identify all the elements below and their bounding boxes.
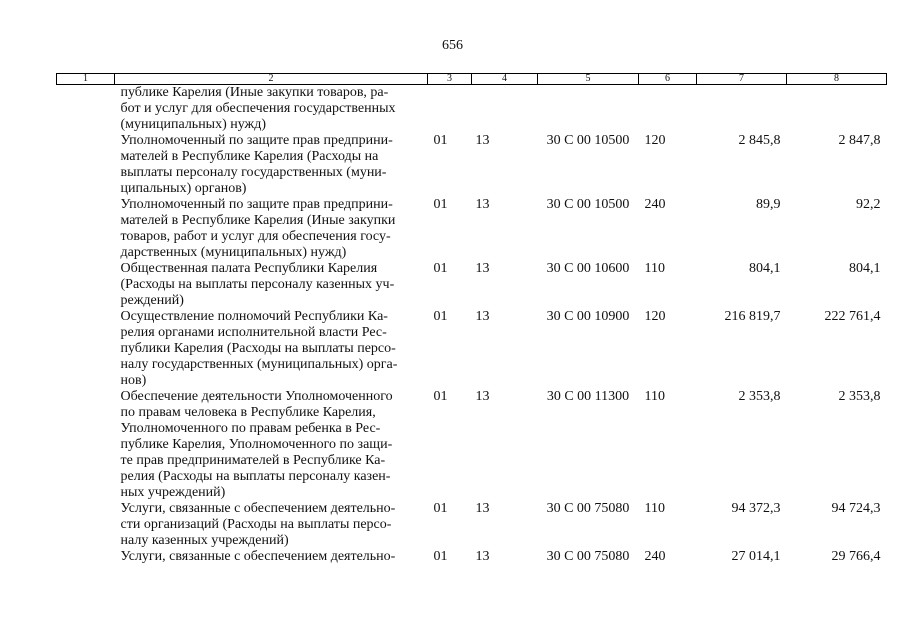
amount-year2-cell: 2 353,8	[838, 389, 881, 404]
item-name-cell	[115, 85, 428, 134]
target-article-cell: 30 С 00 10600	[546, 261, 630, 276]
subsection-cell: 13	[475, 549, 490, 564]
table-row	[57, 197, 887, 261]
section-cell: 01	[433, 501, 448, 516]
expense-type-cell: 110	[644, 261, 665, 276]
subsection-cell: 13	[475, 501, 490, 516]
page-number: 656	[442, 38, 463, 53]
item-name-line: релия (Расходы на выплаты персоналу казен-	[120, 469, 391, 484]
item-name-line: реждений)	[120, 293, 184, 308]
item-name-cell	[115, 133, 428, 197]
target-article-cell: 30 С 00 75080	[546, 501, 630, 516]
item-name-line: Общественная палата Республики Карелия	[120, 261, 378, 276]
expense-type-cell	[639, 85, 697, 134]
item-name-line: по правам человека в Республике Карелия,	[120, 405, 376, 420]
item-name-line: публике Карелия, Уполномоченного по защи-	[120, 437, 393, 452]
column-header: 8	[787, 74, 887, 85]
section-cell: 01	[433, 389, 448, 404]
target-article-cell: 30 С 00 10900	[546, 309, 630, 324]
column-1-cell	[57, 261, 115, 309]
target-article-cell	[538, 85, 639, 134]
section-cell: 01	[433, 309, 448, 324]
subsection-cell	[472, 85, 538, 134]
item-name-line: дарственных (муниципальных) нужд)	[120, 245, 347, 260]
item-name-line: те прав предпринимателей в Республике Ка-	[120, 453, 386, 468]
target-article-cell: 30 С 00 75080	[546, 549, 630, 564]
table-row	[57, 261, 887, 309]
amount-year1-cell: 804,1	[749, 261, 781, 276]
target-article-cell: 30 С 00 10500	[546, 197, 630, 212]
column-1-cell	[57, 389, 115, 501]
table-row	[57, 309, 887, 389]
item-name-line: сти организаций (Расходы на выплаты персо-	[120, 517, 392, 532]
target-article-cell: 30 С 00 10500	[546, 133, 630, 148]
item-name-line: (муниципальных) нужд)	[120, 117, 267, 132]
section-cell: 01	[433, 133, 448, 148]
item-name-line: релия органами исполнительной власти Рес-	[120, 325, 387, 340]
budget-table	[56, 73, 887, 565]
column-header: 2	[115, 74, 428, 85]
table-row	[57, 549, 887, 565]
column-header: 6	[639, 74, 697, 85]
column-header: 7	[697, 74, 787, 85]
amount-year2-cell: 94 724,3	[831, 501, 881, 516]
item-name-line: товаров, работ и услуг для обеспечения госу-	[120, 229, 391, 244]
section-cell: 01	[433, 197, 448, 212]
amount-year1-cell: 2 845,8	[738, 133, 781, 148]
column-header: 4	[472, 74, 538, 85]
subsection-cell: 13	[475, 389, 490, 404]
amount-year1-cell: 94 372,3	[731, 501, 781, 516]
column-1-cell	[57, 133, 115, 197]
table-row	[57, 501, 887, 549]
column-1-cell	[57, 197, 115, 261]
item-name-line: налу казенных учреждений)	[120, 533, 289, 548]
item-name-line: Обеспечение деятельности Уполномоченного	[120, 389, 393, 404]
item-name-cell	[115, 197, 428, 261]
item-name-line: мателей в Республике Карелия (Иные закупки	[120, 213, 396, 228]
expense-type-cell: 120	[644, 133, 666, 148]
column-1-cell	[57, 85, 115, 134]
amount-year2-cell: 804,1	[849, 261, 881, 276]
target-article-cell: 30 С 00 11300	[546, 389, 630, 404]
column-header: 3	[428, 74, 472, 85]
item-name-line: выплаты персоналу государственных (муни-	[120, 165, 387, 180]
expense-type-cell: 110	[644, 501, 665, 516]
amount-year1-cell: 2 353,8	[738, 389, 781, 404]
item-name-cell	[115, 389, 428, 501]
table-header	[57, 74, 887, 85]
subsection-cell: 13	[475, 197, 490, 212]
item-name-line: мателей в Республике Карелия (Расходы на	[120, 149, 379, 164]
amount-year1-cell: 89,9	[756, 197, 781, 212]
amount-year2-cell: 92,2	[856, 197, 881, 212]
header-row	[57, 74, 887, 85]
item-name-cell	[115, 261, 428, 309]
item-name-line: Уполномоченного по правам ребенка в Рес-	[120, 421, 381, 436]
amount-year1-cell	[697, 85, 787, 134]
item-name-cell	[115, 549, 428, 565]
column-header: 5	[538, 74, 639, 85]
item-name-line: Уполномоченный по защите прав предприни-	[120, 133, 393, 148]
table-body	[57, 85, 887, 566]
amount-year1-cell: 216 819,7	[724, 309, 781, 324]
table-row	[57, 85, 887, 134]
item-name-line: Осуществление полномочий Республики Ка-	[120, 309, 388, 324]
item-name-line: налу государственных (муниципальных) орга-	[120, 357, 398, 372]
amount-year2-cell: 2 847,8	[838, 133, 881, 148]
section-cell: 01	[433, 549, 448, 564]
expense-type-cell: 240	[644, 549, 666, 564]
item-name-line: публики Карелия (Расходы на выплаты персо-	[120, 341, 396, 356]
section-cell: 01	[433, 261, 448, 276]
column-1-cell	[57, 501, 115, 549]
column-header: 1	[57, 74, 115, 85]
subsection-cell: 13	[475, 261, 490, 276]
amount-year2-cell	[787, 85, 887, 134]
item-name-line: Уполномоченный по защите прав предприни-	[120, 197, 393, 212]
item-name-cell	[115, 309, 428, 389]
amount-year1-cell: 27 014,1	[731, 549, 781, 564]
item-name-line: бот и услуг для обеспечения государственных	[120, 101, 396, 116]
column-1-cell	[57, 549, 115, 565]
expense-type-cell: 240	[644, 197, 666, 212]
item-name-line: Услуги, связанные с обеспечением деятельно-	[120, 549, 396, 564]
item-name-cell	[115, 501, 428, 549]
item-name-line: публике Карелия (Иные закупки товаров, ра-	[120, 85, 389, 100]
table-row	[57, 389, 887, 501]
item-name-line: ципальных) органов)	[120, 181, 247, 196]
item-name-line: Услуги, связанные с обеспечением деятельно-	[120, 501, 396, 516]
amount-year2-cell: 222 761,4	[824, 309, 881, 324]
item-name-line: нов)	[120, 373, 147, 388]
amount-year2-cell: 29 766,4	[831, 549, 881, 564]
item-name-line: ных учреждений)	[120, 485, 226, 500]
table-row	[57, 133, 887, 197]
subsection-cell: 13	[475, 309, 490, 324]
expense-type-cell: 110	[644, 389, 665, 404]
section-cell	[428, 85, 472, 134]
expense-type-cell: 120	[644, 309, 666, 324]
item-name-line: (Расходы на выплаты персоналу казенных уч-	[120, 277, 395, 292]
subsection-cell: 13	[475, 133, 490, 148]
column-1-cell	[57, 309, 115, 389]
